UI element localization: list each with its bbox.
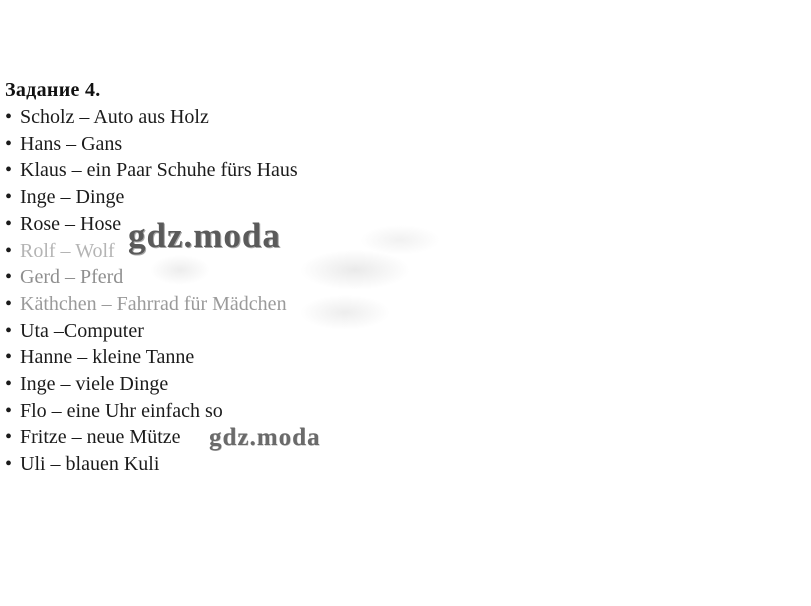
list-item-text: Gerd – Pferd	[20, 266, 124, 289]
list-item-text: Inge – Dinge	[20, 186, 125, 209]
bullet-marker: •	[5, 453, 13, 476]
watermark-gdz-moda-large: gdz.moda	[128, 216, 281, 255]
list-item-text: Rolf – Wolf	[20, 239, 115, 262]
bullet-marker: •	[5, 212, 13, 235]
list-item-text: Uta –Computer	[20, 319, 144, 342]
list-item	[5, 157, 565, 184]
list-item-text: Hans – Gans	[20, 132, 123, 155]
bullet-marker: •	[5, 239, 13, 262]
list-item-text: Hanne – kleine Tanne	[20, 346, 195, 369]
list-item-text: Uli – blauen Kuli	[20, 453, 160, 476]
watermark-gdz-moda-small: gdz.moda	[209, 424, 321, 451]
list-item	[5, 211, 565, 238]
list-item-text: Rose – Hose	[20, 212, 122, 235]
list-item	[5, 104, 565, 131]
list-item-text: Scholz – Auto aus Holz	[20, 106, 209, 128]
list-item	[5, 344, 565, 371]
document-page	[5, 77, 565, 478]
list-item-text: Flo – eine Uhr einfach so	[20, 399, 223, 422]
list-item-text: Inge – viele Dinge	[20, 373, 169, 396]
list-item	[5, 318, 565, 345]
task-list	[5, 104, 565, 478]
list-item	[5, 291, 565, 318]
list-item	[5, 398, 565, 425]
list-item	[5, 371, 565, 398]
list-item-text: Käthchen – Fahrrad für Mädchen	[20, 292, 287, 315]
bullet-marker: •	[5, 346, 13, 369]
list-item	[5, 184, 565, 211]
bullet-marker: •	[5, 319, 13, 342]
bullet-marker: •	[5, 186, 13, 209]
bullet-marker: •	[5, 426, 13, 449]
bullet-marker: •	[5, 266, 13, 289]
list-item-text: Fritze – neue Mütze	[20, 426, 181, 449]
list-item	[5, 264, 565, 291]
bullet-marker: •	[5, 159, 13, 182]
list-item	[5, 238, 565, 265]
bullet-marker: •	[5, 106, 13, 128]
bullet-marker: •	[5, 132, 13, 155]
page-title: Задание 4.	[5, 79, 101, 101]
list-item-text: Klaus – ein Paar Schuhe fürs Haus	[20, 159, 298, 182]
bullet-marker: •	[5, 399, 13, 422]
list-item	[5, 451, 565, 478]
list-item	[5, 131, 565, 158]
bullet-marker: •	[5, 373, 13, 396]
bullet-marker: •	[5, 292, 13, 315]
